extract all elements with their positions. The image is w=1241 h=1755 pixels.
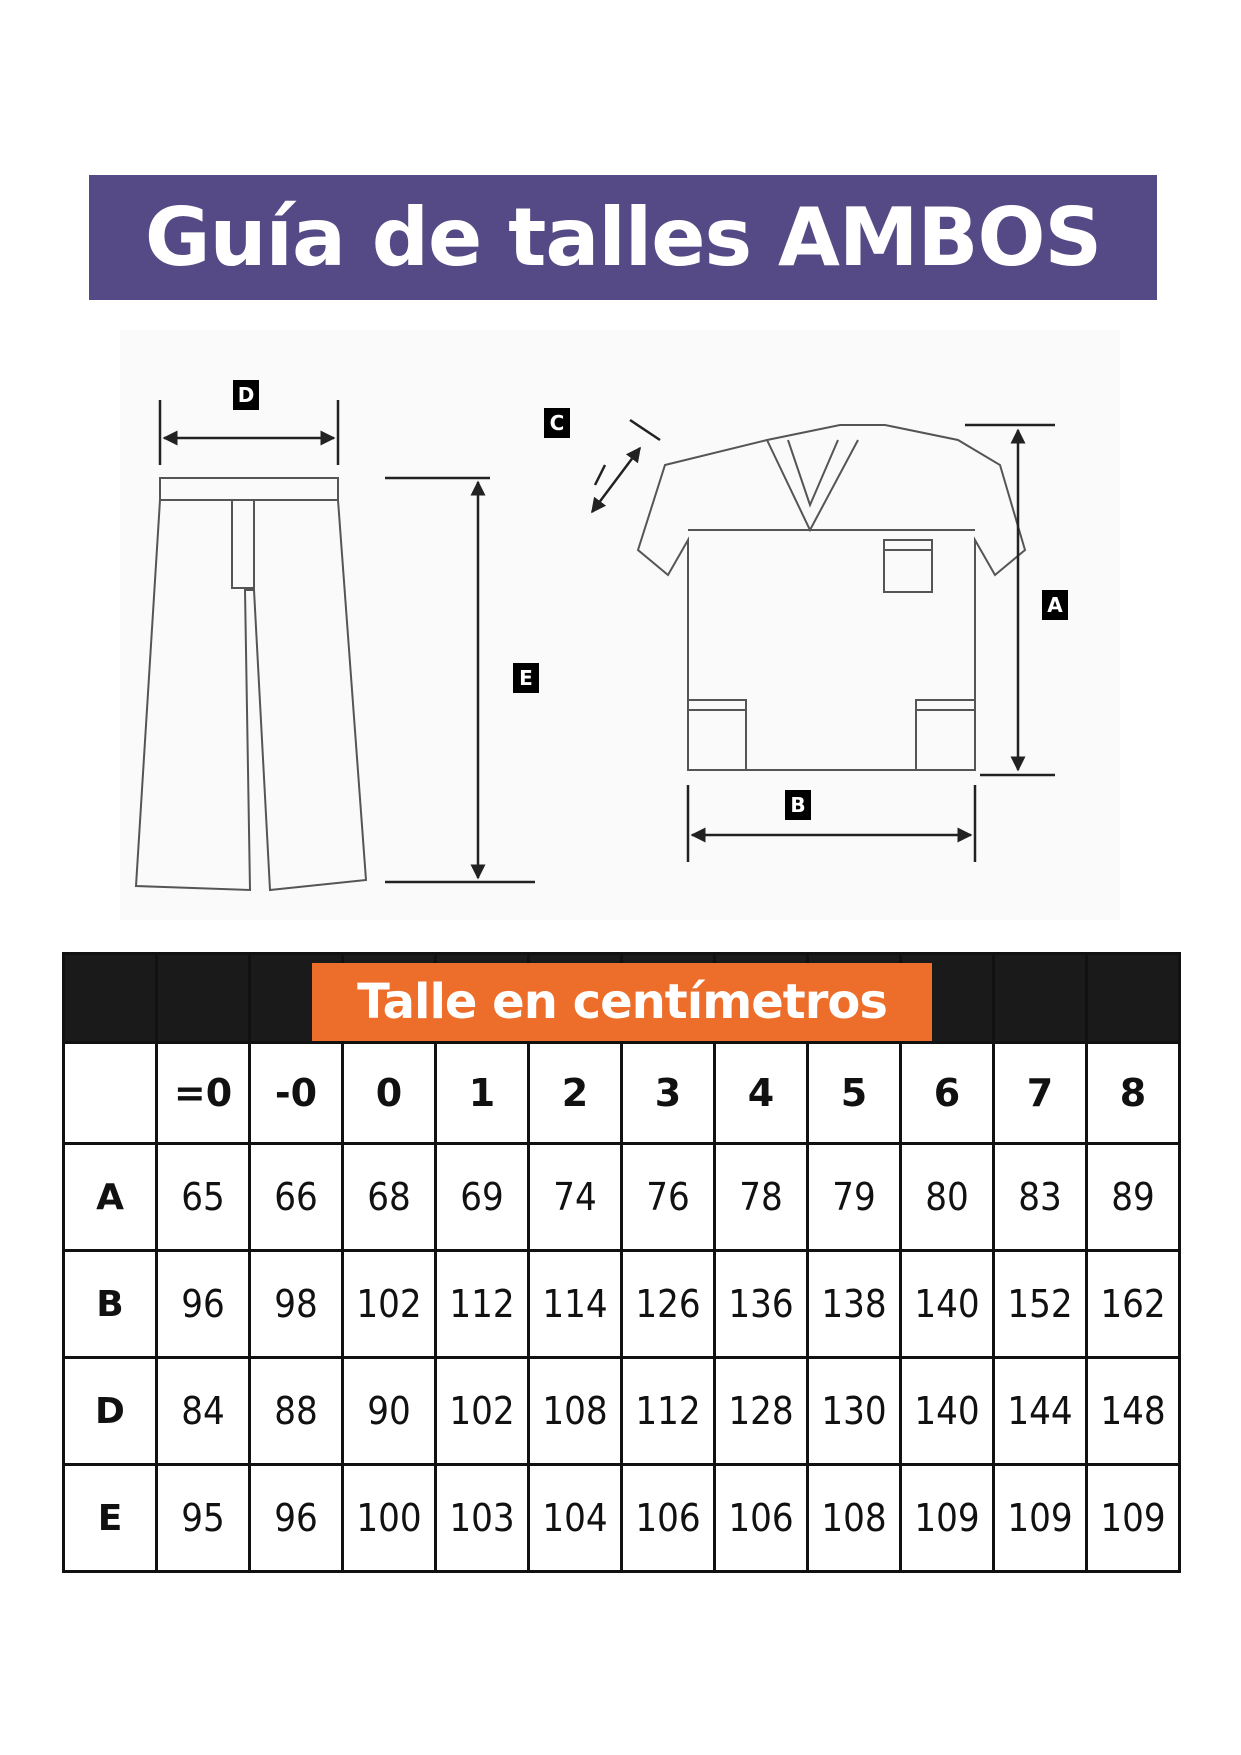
label-c — [544, 408, 570, 438]
size-header-cell: -0 — [250, 1043, 343, 1144]
value-cell: 80 — [901, 1144, 994, 1251]
value-cell: 112 — [622, 1358, 715, 1465]
value-cell: 76 — [622, 1144, 715, 1251]
size-header-cell: 1 — [436, 1043, 529, 1144]
value-cell: 102 — [436, 1358, 529, 1465]
row-label-cell: A — [64, 1144, 157, 1251]
value-cell: 109 — [994, 1465, 1087, 1572]
row-label-cell: B — [64, 1251, 157, 1358]
table-row — [64, 1144, 1180, 1251]
value-cell: 106 — [715, 1465, 808, 1572]
svg-text:D: D — [237, 383, 255, 407]
value-cell: 152 — [994, 1251, 1087, 1358]
table-caption-text: Talle en centímetros — [357, 974, 887, 1030]
table-row — [64, 1358, 1180, 1465]
value-cell: 83 — [994, 1144, 1087, 1251]
value-cell: 68 — [343, 1144, 436, 1251]
value-cell: 88 — [250, 1358, 343, 1465]
value-cell: 96 — [157, 1251, 250, 1358]
value-cell: 78 — [715, 1144, 808, 1251]
value-cell: 109 — [901, 1465, 994, 1572]
value-cell: 114 — [529, 1251, 622, 1358]
size-header-cell: 5 — [808, 1043, 901, 1144]
table-row — [64, 1465, 1180, 1572]
value-cell: 148 — [1087, 1358, 1180, 1465]
value-cell: 100 — [343, 1465, 436, 1572]
svg-text:E: E — [519, 666, 533, 690]
value-cell: 108 — [808, 1465, 901, 1572]
size-header-cell: 6 — [901, 1043, 994, 1144]
size-header-cell: 8 — [1087, 1043, 1180, 1144]
value-cell: 74 — [529, 1144, 622, 1251]
value-cell: 66 — [250, 1144, 343, 1251]
size-header-cell: 3 — [622, 1043, 715, 1144]
value-cell: 102 — [343, 1251, 436, 1358]
value-cell: 144 — [994, 1358, 1087, 1465]
row-label-cell: D — [64, 1358, 157, 1465]
garment-diagram — [120, 330, 1120, 920]
corner-cell — [64, 1043, 157, 1144]
label-d — [233, 380, 259, 410]
value-cell: 109 — [1087, 1465, 1180, 1572]
svg-text:B: B — [790, 793, 806, 817]
label-a — [1042, 590, 1068, 620]
value-cell: 90 — [343, 1358, 436, 1465]
size-header-cell: =0 — [157, 1043, 250, 1144]
value-cell: 103 — [436, 1465, 529, 1572]
value-cell: 106 — [622, 1465, 715, 1572]
value-cell: 140 — [901, 1358, 994, 1465]
table-row — [64, 1251, 1180, 1358]
svg-text:C: C — [549, 411, 565, 435]
value-cell: 98 — [250, 1251, 343, 1358]
size-table — [62, 952, 1181, 1573]
value-cell: 136 — [715, 1251, 808, 1358]
size-header-cell: 4 — [715, 1043, 808, 1144]
value-cell: 140 — [901, 1251, 994, 1358]
value-cell: 128 — [715, 1358, 808, 1465]
value-cell: 65 — [157, 1144, 250, 1251]
value-cell: 79 — [808, 1144, 901, 1251]
value-cell: 112 — [436, 1251, 529, 1358]
size-header-cell: 0 — [343, 1043, 436, 1144]
size-row — [64, 1043, 1180, 1144]
value-cell: 162 — [1087, 1251, 1180, 1358]
value-cell: 104 — [529, 1465, 622, 1572]
page-title: Guía de talles AMBOS — [144, 191, 1102, 284]
label-b — [785, 790, 811, 820]
value-cell: 95 — [157, 1465, 250, 1572]
value-cell: 108 — [529, 1358, 622, 1465]
value-cell: 84 — [157, 1358, 250, 1465]
value-cell: 89 — [1087, 1144, 1180, 1251]
label-e — [513, 663, 539, 693]
title-banner — [89, 175, 1157, 300]
row-label-cell: E — [64, 1465, 157, 1572]
svg-text:A: A — [1047, 593, 1063, 617]
value-cell: 96 — [250, 1465, 343, 1572]
value-cell: 69 — [436, 1144, 529, 1251]
value-cell: 126 — [622, 1251, 715, 1358]
size-header-cell: 2 — [529, 1043, 622, 1144]
size-header-cell: 7 — [994, 1043, 1087, 1144]
value-cell: 130 — [808, 1358, 901, 1465]
table-caption — [312, 963, 932, 1041]
value-cell: 138 — [808, 1251, 901, 1358]
